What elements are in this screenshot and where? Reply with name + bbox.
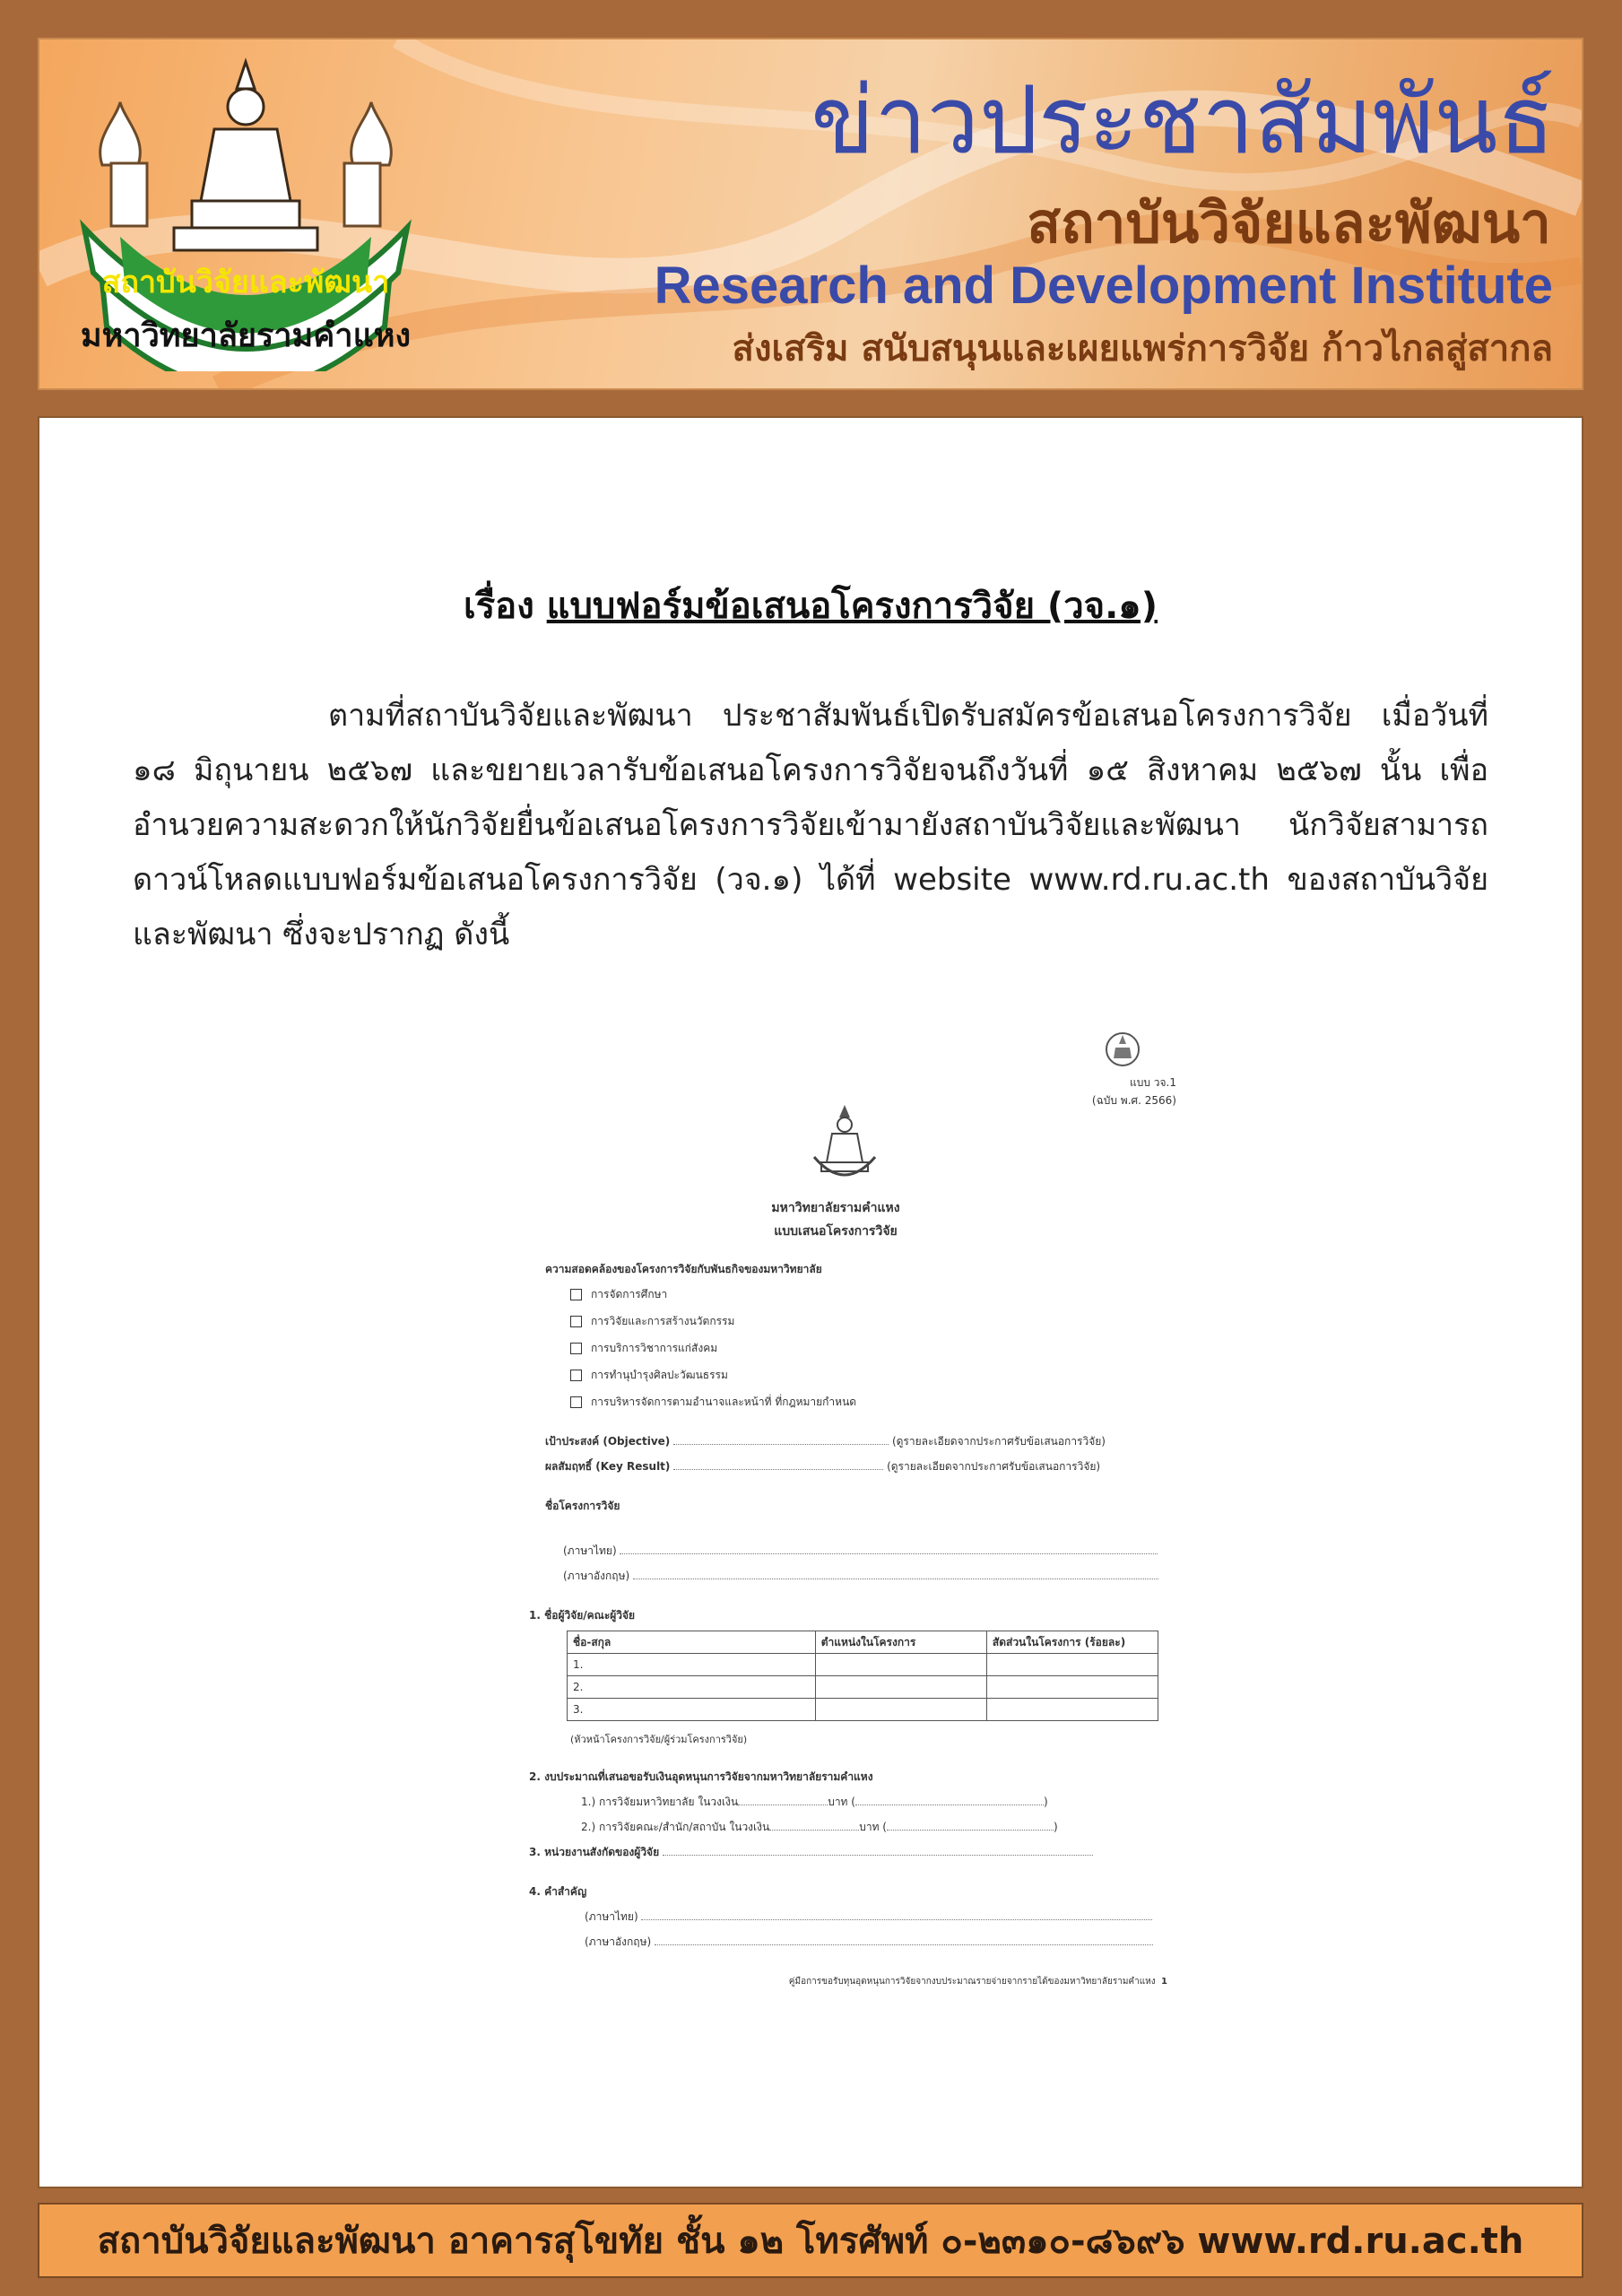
- form-title: แบบเสนอโครงการวิจัย: [774, 1224, 898, 1239]
- checkbox-icon: [570, 1316, 582, 1327]
- table-header: สัดส่วนในโครงการ (ร้อยละ): [986, 1631, 1158, 1654]
- alignment-heading: ความสอดคล้องของโครงการวิจัยกับพันธกิจของมหาวิทยาลัย: [545, 1263, 822, 1275]
- form-code: แบบ วจ.1: [1129, 1076, 1176, 1089]
- table-header-row: [568, 1631, 1158, 1654]
- small-seal-icon: [1103, 1030, 1142, 1069]
- footer-contact-text: สถาบันวิจัยและพัฒนา อาคารสุโขทัย ชั้น ๑๒ โทรศัพท์ ๐-๒๓๑๐-๘๖๙๖ www.rd.ru.ac.th: [97, 2221, 1524, 2262]
- form-sample-lower: [495, 1543, 1176, 2009]
- checkbox-icon: [570, 1370, 582, 1381]
- objective-row: เป้าประสงค์ (Objective) (ดูรายละเอียดจากประกาศรับข้อเสนอการวิจัย): [545, 1435, 1106, 1448]
- researchers-table: [567, 1631, 1158, 1721]
- keywords-eng: (ภาษาอังกฤษ): [585, 1934, 1153, 1951]
- header-banner: [38, 38, 1583, 390]
- checkbox-icon: [570, 1289, 582, 1300]
- keywords-heading: 4. คำสำคัญ: [529, 1885, 587, 1898]
- project-name-eng: (ภาษาอังกฤษ): [563, 1568, 1158, 1585]
- university-logo: [66, 57, 425, 371]
- mission-item: การบริการวิชาการแก่สังคม: [570, 1340, 717, 1357]
- table-header: ตำแหน่งในโครงการ: [815, 1631, 986, 1654]
- svg-text:สถาบันวิจัยและพัฒนา: สถาบันวิจัยและพัฒนา: [101, 265, 390, 300]
- table-note: (หัวหน้าโครงการวิจัย/ผู้ร่วมโครงการวิจัย): [570, 1734, 748, 1745]
- budget-heading: 2. งบประมาณที่เสนอขอรับเงินอุดหนุนการวิจัยจากมหาวิทยาลัยรามคำแหง: [529, 1770, 873, 1783]
- checkbox-icon: [570, 1396, 582, 1408]
- institute-thai-name: สถาบันวิจัยและพัฒนา: [1027, 190, 1551, 256]
- table-header: ชื่อ-สกุล: [568, 1631, 816, 1654]
- researchers-heading: 1. ชื่อผู้วิจัย/คณะผู้วิจัย: [529, 1609, 636, 1622]
- contact-footer: [38, 2203, 1583, 2278]
- subject-line: [39, 581, 1582, 631]
- mission-item: การวิจัยและการสร้างนวัตกรรม: [570, 1313, 734, 1330]
- institute-slogan: ส่งเสริม สนับสนุนและเผยแพร่การวิจัย ก้าวไกลสู่สากล: [732, 328, 1553, 370]
- content-panel: [38, 416, 1583, 2188]
- mission-item: การจัดการศึกษา: [570, 1286, 667, 1303]
- news-title: ข่าวประชาสัมพันธ์: [811, 65, 1555, 175]
- svg-text:มหาวิทยาลัยรามคำแหง: มหาวิทยาลัยรามคำแหง: [80, 317, 412, 354]
- project-name-label: ชื่อโครงการวิจัย: [545, 1500, 620, 1512]
- form-edition: (ฉบับ พ.ศ. 2566): [1091, 1094, 1176, 1107]
- form-footer-note: คู่มือการขอรับทุนอุดหนุนการวิจัยจากงบประมาณรายจ่ายจากรายได้ของมหาวิทยาลัยรามคำแหง 1: [788, 1977, 1167, 1987]
- budget-line-1: 1.) การวิจัยมหาวิทยาลัย ในวงเงิน บาท ( ): [581, 1796, 1048, 1808]
- table-row: 1.: [568, 1654, 1158, 1676]
- project-name-thai: (ภาษาไทย): [563, 1543, 1158, 1560]
- university-emblem-icon: [809, 1103, 880, 1189]
- keywords-thai: (ภาษาไทย): [585, 1909, 1152, 1926]
- table-row: 2.: [568, 1676, 1158, 1699]
- subject-title: แบบฟอร์มข้อเสนอโครงการวิจัย (วจ.๑): [546, 586, 1158, 627]
- mission-item: การทำนุบำรุงศิลปะวัฒนธรรม: [570, 1367, 728, 1384]
- checkbox-icon: [570, 1343, 582, 1354]
- form-university: มหาวิทยาลัยรามคำแหง: [771, 1201, 900, 1215]
- institute-english-name: Research and Development Institute: [654, 257, 1553, 315]
- subject-prefix: เรื่อง: [464, 586, 534, 627]
- unit-row: 3. หน่วยงานสังกัดของผู้วิจัย: [529, 1844, 1093, 1861]
- table-row: 3.: [568, 1699, 1158, 1721]
- budget-line-2: 2.) การวิจัยคณะ/สำนัก/สถาบัน ในวงเงิน บาท ( ): [581, 1821, 1058, 1833]
- key-result-row: ผลสัมฤทธิ์ (Key Result) (ดูรายละเอียดจากประกาศรับข้อเสนอการวิจัย): [545, 1460, 1101, 1473]
- announcement-paragraph: ตามที่สถาบันวิจัยและพัฒนา ประชาสัมพันธ์เปิดรับสมัครข้อเสนอโครงการวิจัย เมื่อวันที่ ๑๘ มิถุนายน ๒๕๖๗ และขยายเวลารับข้อเสนอโครงการวิจัยจนถึงวันที่ ๑๕ สิงหาคม ๒๕๖๗ นั้น เพื่ออำนวยความสะดวกให้นักวิจัยยื่นข้อเสนอโครงการวิจัยเข้ามายังสถาบันวิจัยและพัฒนา นักวิจัยสามารถดาวน์โหลดแบบฟอร์มข้อเสนอโครงการวิจัย (วจ.๑) ได้ที่ website www.rd.ru.ac.th ของสถาบันวิจัยและพัฒนา ซึ่งจะปรากฏ ดังนี้: [133, 698, 1488, 952]
- mission-item: การบริหารจัดการตามอำนาจและหน้าที่ ที่กฎหมายกำหนด: [570, 1394, 856, 1411]
